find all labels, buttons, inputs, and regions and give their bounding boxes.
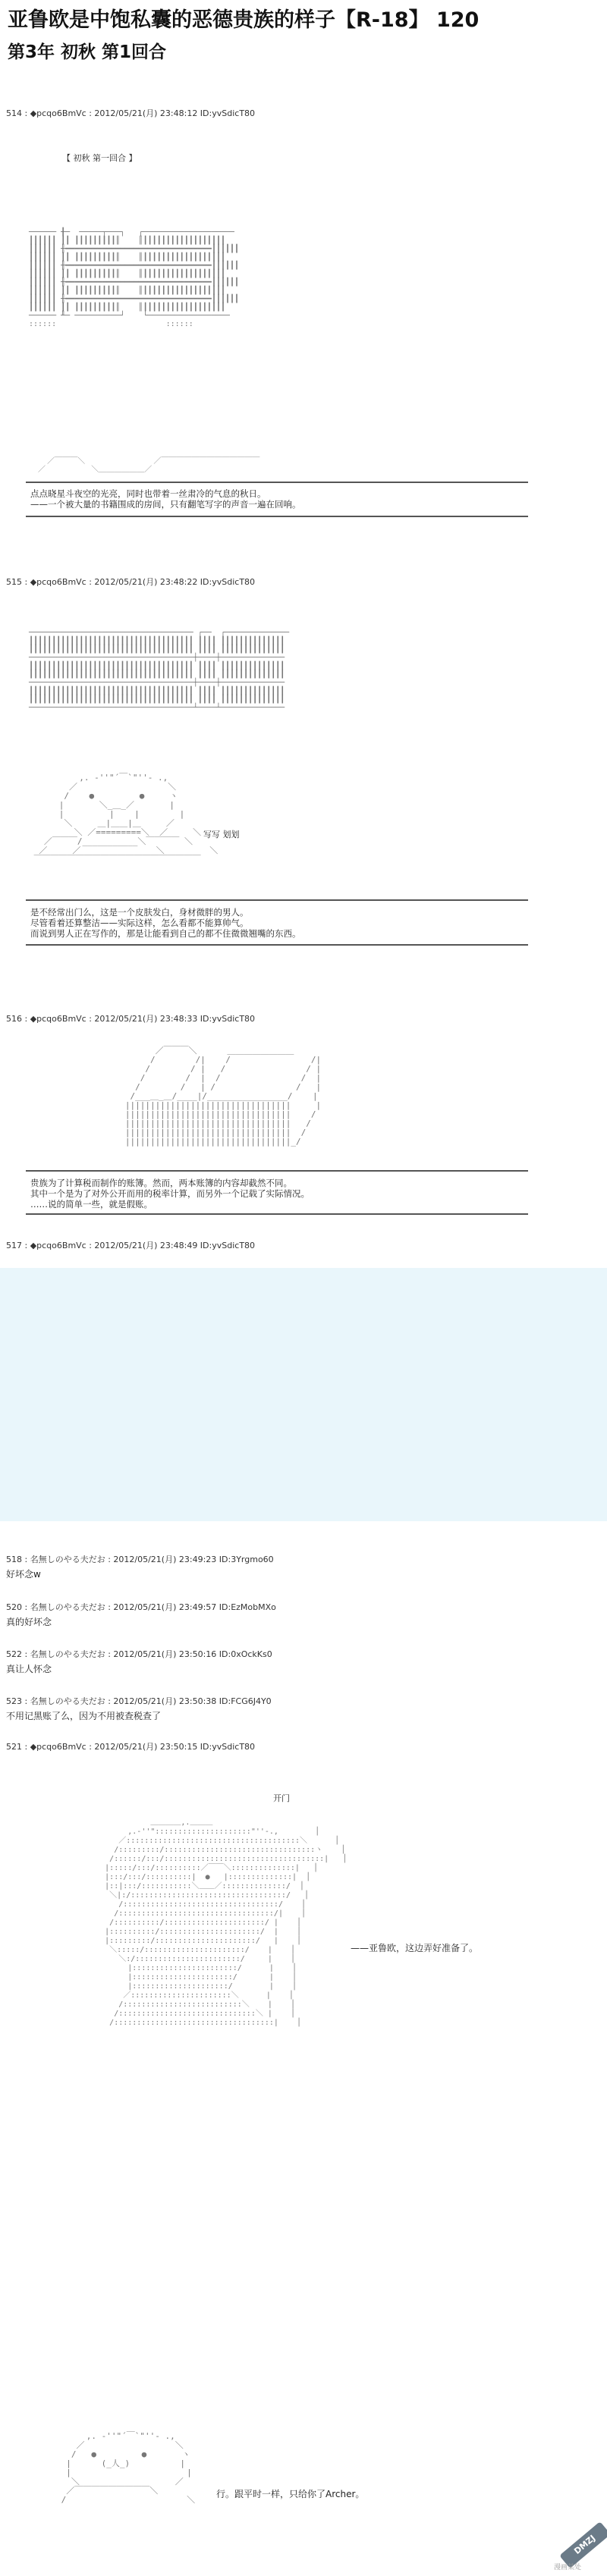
reply-body: 真的好坏念 (6, 1617, 52, 1627)
post-header: 521 : ◆pcqo6BmVc : 2012/05/21(月) 23:50:15 ID:yvSdicT80 (6, 1742, 256, 1752)
page-title: 亚鲁欧是中饱私囊的恶德贵族的样子【R-18】 120 (8, 8, 480, 32)
narration-line: 贵族为了计算税而制作的账簿。然而，两本账簿的内容却截然不同。 (30, 1178, 292, 1188)
narration-rule-bottom (26, 516, 528, 517)
narration-rule-top (26, 482, 528, 483)
narration-line: 其中一个是为了对外公开而用的税率计算，而另外一个记载了实际情况。 (30, 1188, 310, 1199)
reply-post (6, 1553, 274, 1580)
reply-post (6, 1601, 276, 1628)
narration-line: 是不经常出门么，这是一个皮肤发白，身材微胖的男人。 (30, 907, 249, 918)
narration-rule-top (26, 1170, 528, 1172)
ascii-art-desk: ／￣￣￣＼ ／￣￣￣￣￣￣￣￣￣￣￣￣￣ ／ ＼＿＿＿＿＿＿／ (38, 457, 260, 474)
sound-effect: 写写 划划 (203, 830, 240, 839)
chapter-label: 【 初秋 第一回合 】 (62, 153, 137, 163)
reply-body: 好坏念w (6, 1569, 41, 1580)
site-watermark-text: 漫画某处 (554, 2564, 582, 2571)
ascii-art-character-final: ,. ‐''"´￣`"''‐ ., ／ ＼ / ● ● ヽ | (_人_) | | | ＼ ／ ／￣￣￣￣￣￣￣￣￣＼ / ＼ (61, 2431, 196, 2505)
post-header: 517 : ◆pcqo6BmVc : 2012/05/21(月) 23:48:49 ID:yvSdicT80 (6, 1241, 256, 1250)
reply-body: 真让人怀念 (6, 1664, 52, 1674)
reply-body: 不用记黑账了么，因为不用被查税查了 (6, 1711, 162, 1721)
site-watermark: DMZJ (559, 2521, 607, 2568)
reply-header: 523 : 名無しのやる夫だお : 2012/05/21(月) 23:50:38 ID:FCG6J4Y0 (6, 1696, 272, 1706)
narration-line: ……说的简单一些，就是假账。 (30, 1199, 153, 1210)
ascii-art-ledger-books: ／￣￣￣＼ ＿＿＿＿＿＿＿＿ / /| / /| / / | / / | / / | / / | / / | / / | /___＿_＿/____|/________________/ | ||||||||||||||||||||||||||||||||| | ||||||||||||||||||||||||||||||||| / ||||||||||||||||||||||||||||||||| / ||||||||||||||||||||||||||||||||| / |||||||||||||||||||||||||||||||||_/ (124, 1046, 322, 1147)
ascii-art-archer-entering: ＿＿＿＿,.＿＿＿ ,.‐''":::::::::::::::::::::"''‐., │ ／::::::::::::::::::::::::::::::::::::::＼ │ /:::::::::/:::::::::::::::::::::::::::::::::ヽ │ /::::::/:::/:::::::::::::::::::::::::::::::::::| │ |:::::/:::/::::::::::／￣￣＼::::::::::::::| │ |:::/:::/::::::::::| ● |::::::::::::::| │ |::|:::/:::::::::::＼＿＿／::::::::::::::/ │ ＼|:/::::::::::::::::::::::::::::::::::/ │ /::::::::::::::::::::::::::::::::::/ │ /::::::::::::::::::::::::::::::::::/| │ /::::::::::/::::::::::::::::::::::/ | │ |::::::::::/::::::::::::::::::::::/ | │ |:::::::::/::::::::::::::::::::::/ | │ ＼:::::/::::::::::::::::::::::/ | │ ＼:/:::::::::::::::::::::::/ | │ |:::::::::::::::::::::::/ | │ |::::::::::::::::::::::/ | │ |:::::::::::::::::::::/ | │ ／::::::::::::::::::::::＼ | │ /::::::::::::::::::::::::::＼ | │ /::::::::::::::::::::::::::::::＼ | │ /:::::::::::::::::::::::::::::::::::| │ (105, 1818, 348, 2027)
narration-line: 尽管看着还算整洁——实际这样，怎么看都不能算帅气。 (30, 918, 249, 928)
narration-rule-bottom (26, 1213, 528, 1215)
ascii-art-character-writing: ,. ‐''"´￣`"''‐ ., ／ ＼ / ● ● ヽ | ＼_＿_／ | | | | | ＼ ＿|＿＿|＿ ／ ＼ ／=========＼ ／ ＼ ／￣￣￣/___________＼￣￣￣￣ ＼ ／ ／ ＼ ＼ ￣￣￣￣￣￣￣￣￣￣￣￣￣￣￣￣￣￣￣￣ (33, 773, 219, 864)
narration-block (30, 1178, 310, 1210)
reply-section (0, 1268, 607, 1521)
narration-rule-top (26, 899, 528, 901)
sound-effect: 开门 (273, 1793, 290, 1803)
dialog-line: 行。跟平时一样，只给你了Archer。 (216, 2489, 365, 2499)
ascii-art-bookshelves: ────── ╂─ ─────┬───┐ ┌──────────────────── ┃┃┃┃┃┃ ┃┃ ┃┃┃┃┃┃┃┃┃║ ║┃┃┃┃┃┃┃┃┃┃┃┃┃┃┃┃┃┃ ┃┃┃┃┃┃ ╫━━━━━━━━━━━━━━━━━━━━━━━━━━━━━━━━┃┃┃┃┃┃ ┃┃┃┃┃┃ ┃┃ ┃┃┃┃┃┃┃┃┃║ ║┃┃┃┃┃┃┃┃┃┃┃┃┃┃┃┃┃┃ ┃┃┃┃┃┃ ╫━━━━━━━━━━━━━━━━━━━━━━━━━━━━━━━━┃┃┃┃┃┃ ┃┃┃┃┃┃ ┃┃ ┃┃┃┃┃┃┃┃┃║ ║┃┃┃┃┃┃┃┃┃┃┃┃┃┃┃┃┃┃ ┃┃┃┃┃┃ ╫━━━━━━━━━━━━━━━━━━━━━━━━━━━━━━━━┃┃┃┃┃┃ ┃┃┃┃┃┃ ┃┃ ┃┃┃┃┃┃┃┃┃║ ║┃┃┃┃┃┃┃┃┃┃┃┃┃┃┃┃┃┃ ┃┃┃┃┃┃ ╫━━━━━━━━━━━━━━━━━━━━━━━━━━━━━━━━┃┃┃┃┃┃ ┃┃┃┃┃┃ ┃┃ ┃┃┃┃┃┃┃┃┃║ ║┃┃┃┃┃┃┃┃┃┃┃┃┃┃┃┃┃┃ ────── ╨─ ──────────┘ └────────────────── :::::: :::::: (29, 228, 239, 328)
narration-block (30, 907, 301, 939)
post-header: 515 : ◆pcqo6BmVc : 2012/05/21(月) 23:48:22 ID:yvSdicT80 (6, 577, 256, 587)
chapter-subtitle: 第3年 初秋 第1回合 (8, 42, 167, 62)
ascii-art-ledger-shelves: ──────────────────────────────────── ┌── ┌────────────── ┃┃┃┃┃┃┃┃┃┃┃┃┃┃┃┃┃┃┃┃┃┃┃┃┃┃┃┃┃┃┃┃┃┃┃┃ ┃┃┃┃ ┃┃┃┃┃┃┃┃┃┃┃┃┃┃ ┃┃┃┃┃┃┃┃┃┃┃┃┃┃┃┃┃┃┃┃┃┃┃┃┃┃┃┃┃┃┃┃┃┃┃┃ ┃┃┃┃ ┃┃┃┃┃┃┃┃┃┃┃┃┃┃ ────────────────────────────────────┼────┼────────────── ┃┃┃┃┃┃┃┃┃┃┃┃┃┃┃┃┃┃┃┃┃┃┃┃┃┃┃┃┃┃┃┃┃┃┃┃ ┃┃┃┃ ┃┃┃┃┃┃┃┃┃┃┃┃┃┃ ┃┃┃┃┃┃┃┃┃┃┃┃┃┃┃┃┃┃┃┃┃┃┃┃┃┃┃┃┃┃┃┃┃┃┃┃ ┃┃┃┃ ┃┃┃┃┃┃┃┃┃┃┃┃┃┃ ────────────────────────────────────┼────┼────────────── ┃┃┃┃┃┃┃┃┃┃┃┃┃┃┃┃┃┃┃┃┃┃┃┃┃┃┃┃┃┃┃┃┃┃┃┃ ┃┃┃┃ ┃┃┃┃┃┃┃┃┃┃┃┃┃┃ ┃┃┃┃┃┃┃┃┃┃┃┃┃┃┃┃┃┃┃┃┃┃┃┃┃┃┃┃┃┃┃┃┃┃┃┃ ┃┃┃┃ ┃┃┃┃┃┃┃┃┃┃┃┃┃┃ ────────────────────────────────────┴────┴────────────── (29, 629, 290, 712)
post-header: 516 : ◆pcqo6BmVc : 2012/05/21(月) 23:48:33 ID:yvSdicT80 (6, 1014, 256, 1024)
reply-header: 518 : 名無しのやる夫だお : 2012/05/21(月) 23:49:23 ID:3Yrgmo60 (6, 1555, 274, 1564)
narration-block (30, 488, 301, 510)
reply-header: 520 : 名無しのやる夫だお : 2012/05/21(月) 23:49:57 ID:EzMobMXo (6, 1602, 276, 1612)
post-header: 514 : ◆pcqo6BmVc : 2012/05/21(月) 23:48:12 ID:yvSdicT80 (6, 108, 256, 118)
reply-header: 522 : 名無しのやる夫だお : 2012/05/21(月) 23:50:16 ID:0xOckKs0 (6, 1649, 272, 1659)
narration-rule-bottom (26, 944, 528, 946)
reply-post (6, 1695, 272, 1722)
narration-line: ——一个被大量的书籍围成的房间，只有翻笔写字的声音一遍在回响。 (30, 499, 301, 510)
reply-post (6, 1648, 272, 1675)
narration-line: 点点晓星斗夜空的光亮，同时也带着一丝肃冷的气息的秋日。 (30, 488, 266, 499)
narration-line: 而说到男人正在写作的，那是让能看到自己的都不住微微翘嘴的东西。 (30, 928, 301, 939)
dialog-line: ——亚鲁欧，这边弄好准备了。 (351, 1943, 479, 1953)
